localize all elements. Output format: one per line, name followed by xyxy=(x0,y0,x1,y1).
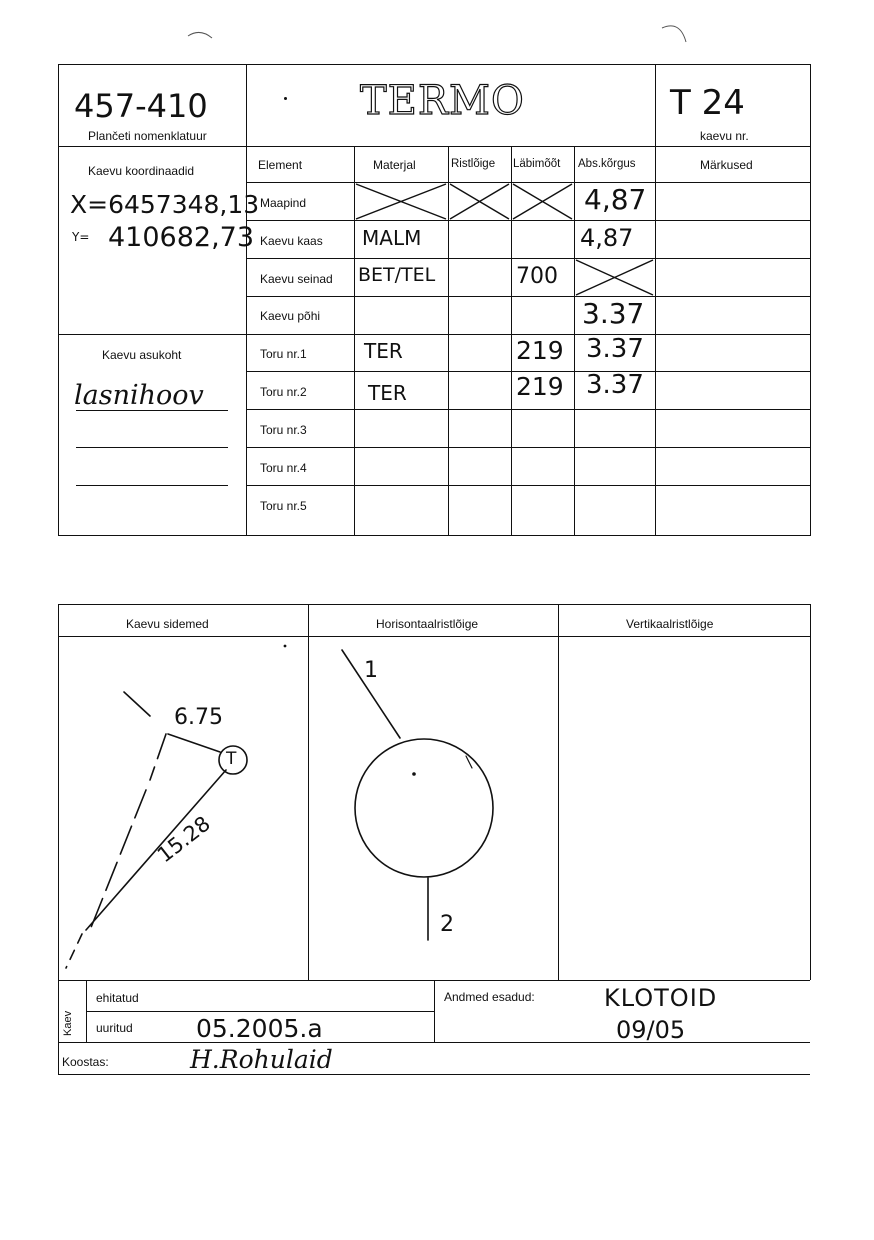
location-value: lasnihoov xyxy=(74,380,204,411)
well-number-label: kaevu nr. xyxy=(700,129,749,143)
abs-maapind: 4,87 xyxy=(584,183,647,216)
row-element-kaevu-seinad: Kaevu seinad xyxy=(260,272,333,286)
well-symbol: T xyxy=(226,749,237,769)
abs-kaevu-pohi: 3.37 xyxy=(582,297,645,330)
row-element-toru-1: Toru nr.1 xyxy=(260,347,307,361)
andmed-date: 09/05 xyxy=(616,1016,686,1044)
col-header-abs-korgus: Abs.kõrgus xyxy=(578,158,636,170)
col-header-materjal: Materjal xyxy=(373,158,416,172)
row-element-toru-2: Toru nr.2 xyxy=(260,385,307,399)
sketch-col-horisontaal: Horisontaalristlõige xyxy=(376,617,479,631)
location-label: Kaevu asukoht xyxy=(102,348,182,362)
koostas-label: Koostas: xyxy=(62,1055,109,1069)
andmed-value: KLOTOID xyxy=(604,984,718,1012)
sketch-col-sidemed: Kaevu sidemed xyxy=(126,617,209,631)
labimoot-toru-1: 219 xyxy=(516,336,564,365)
abs-toru-1: 3.37 xyxy=(586,334,644,364)
col-header-ristloige: Ristlõige xyxy=(451,158,496,170)
coords-label: Kaevu koordinaadid xyxy=(88,164,195,178)
row-element-toru-3: Toru nr.3 xyxy=(260,423,307,437)
row-element-kaevu-pohi: Kaevu põhi xyxy=(260,309,321,323)
sheet-number-label: Plančeti nomenklatuur xyxy=(88,129,207,143)
well-number-value: T 24 xyxy=(670,83,745,123)
pipe-2-label: 2 xyxy=(440,912,454,937)
col-header-element: Element xyxy=(258,158,303,172)
koostas-value: H.Rohulaid xyxy=(190,1045,333,1074)
tie-distance-2: 15.28 xyxy=(152,811,215,868)
row-element-toru-5: Toru nr.5 xyxy=(260,499,307,513)
materjal-kaevu-kaas: MALM xyxy=(362,226,422,250)
labimoot-toru-2: 219 xyxy=(516,372,564,401)
pipe-1-label: 1 xyxy=(364,658,378,683)
page-title: TERMO xyxy=(360,78,525,124)
materjal-kaevu-seinad: BET/TEL xyxy=(358,264,436,286)
row-element-maapind: Maapind xyxy=(260,196,307,210)
row-element-toru-4: Toru nr.4 xyxy=(260,461,307,475)
sheet-number-value: 457-410 xyxy=(74,87,208,125)
sketch-col-vertikaal: Vertikaalristlõige xyxy=(626,617,714,631)
materjal-toru-2: TER xyxy=(368,381,407,405)
kaev-label: Kaev xyxy=(62,1010,74,1036)
abs-toru-2: 3.37 xyxy=(586,370,644,400)
coord-x-value: X=6457348,13 xyxy=(70,190,260,219)
materjal-toru-1: TER xyxy=(364,339,403,363)
andmed-label: Andmed esadud: xyxy=(444,990,535,1004)
tie-distance-1: 6.75 xyxy=(174,705,223,730)
ehitatud-label: ehitatud xyxy=(96,991,139,1005)
uuritud-value: 05.2005.a xyxy=(196,1014,323,1043)
labimoot-kaevu-seinad: 700 xyxy=(516,264,558,289)
row-element-kaevu-kaas: Kaevu kaas xyxy=(260,234,323,248)
col-header-labimoot: Läbimõõt xyxy=(513,158,561,170)
col-header-markused: Märkused xyxy=(700,158,753,172)
coord-y-value: 410682,73 xyxy=(108,222,255,253)
abs-kaevu-kaas: 4,87 xyxy=(580,224,634,252)
coord-y-prefix: Y= xyxy=(72,230,90,244)
uuritud-label: uuritud xyxy=(96,1021,133,1035)
